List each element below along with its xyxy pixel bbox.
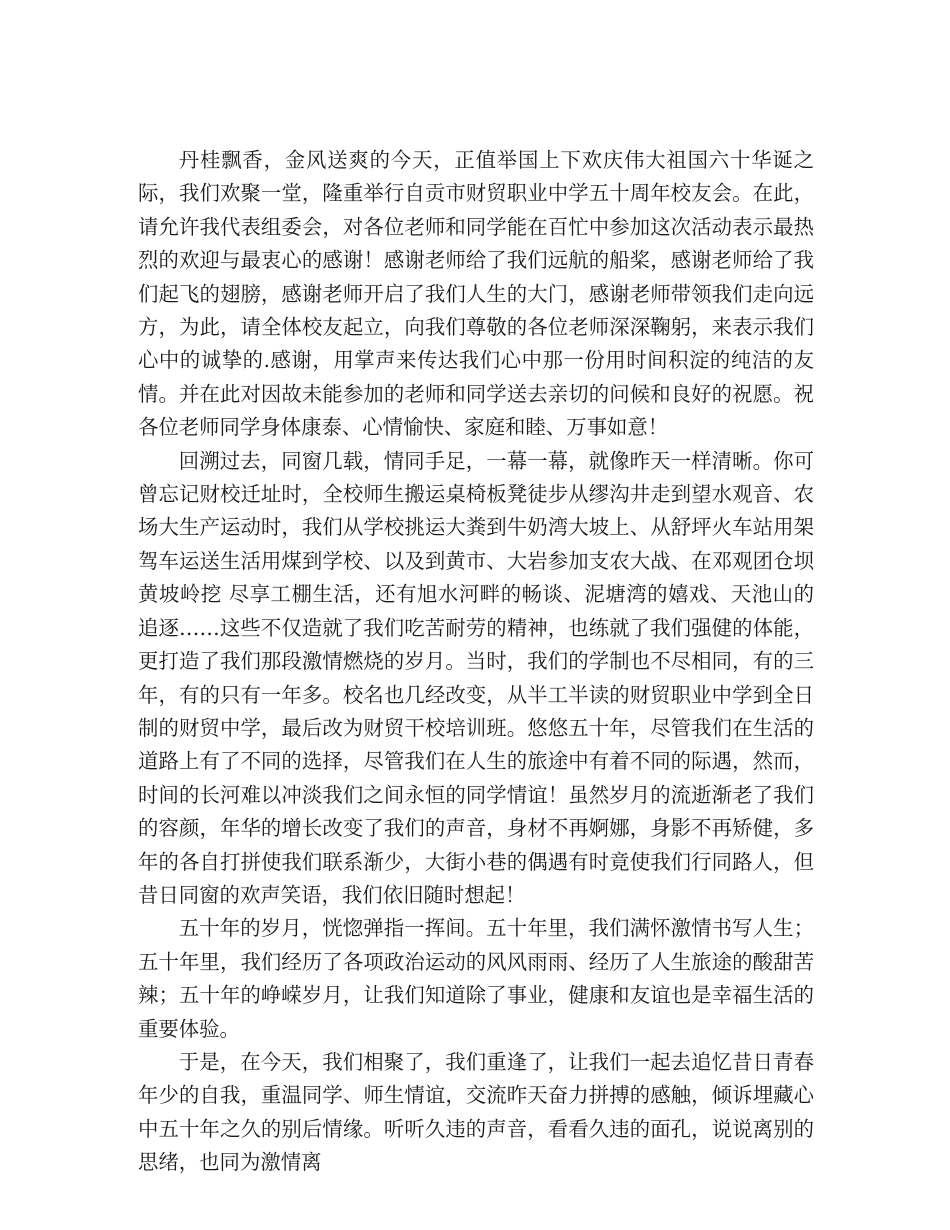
paragraph-reunion: 于是，在今天，我们相聚了，我们重逢了，让我们一起去追忆昔日青春年少的自我，重温同学、师生情谊，交流昨天奋力拼搏的感触，倾诉埋藏心中五十年之久的别后情缘。听听久违的声音，看看久违的面孔，说说离别的思绪，也同为激情离 — [138, 1049, 814, 1175]
paragraph-fifty-years: 五十年的岁月，恍惚弹指一挥间。五十年里，我们满怀激情书写人生；五十年里，我们经历了各项政治运动的风风雨雨、经历了人生旅途的酸甜苦辣；五十年的峥嵘岁月，让我们知道除了事业，健康和友谊也是幸福生活的重要体验。 — [138, 916, 814, 1041]
paragraph-memories: 回溯过去，同窗几载，情同手足，一幕一幕，就像昨天一样清晰。你可曾忘记财校迁址时，全校师生搬运桌椅板凳徒步从缪沟井走到望水观音、农场大生产运动时，我们从学校挑运大粪到牛奶湾大坡上、从舒坪火车站用架驾车运送生活用煤到学校、以及到黄市、大岩参加支农大战、在邓观团仓坝黄坡岭挖 尽享工棚生活，还有旭水河畔的畅谈、泥塘湾的嬉戏、天池山的追逐……这些不仅造就了我们吃苦耐劳的精神，也练就了我们强健的体能，更打造了我们那段激情燃烧的岁月。当时，我们的学制也不尽相同，有的三年，有的只有一年多。校名也几经改变，从半工半读的财贸职业中学到全日制的财贸中学，最后改为财贸干校培训班。悠悠五十年，尽管我们在生活的道路上有了不同的选择，尽管我们在人生的旅途中有着不同的际遇，然而，时间的长河难以冲淡我们之间永恒的同学情谊！虽然岁月的流逝渐老了我们的容颜，年华的增长改变了我们的声音，身材不再婀娜，身影不再矫健，多年的各自打拼使我们联系渐少，大街小巷的偶遇有时竟使我们行同路人，但昔日同窗的欢声笑语，我们依旧随时想起！ — [138, 448, 814, 907]
document-body — [138, 144, 814, 1180]
paragraph-welcome: 丹桂飘香，金风送爽的今天，正值举国上下欢庆伟大祖国六十华诞之际，我们欢聚一堂，隆重举行自贡市财贸职业中学五十周年校友会。在此，请允许我代表组委会，对各位老师和同学能在百忙中参加这次活动表示最热烈的欢迎与最衷心的感谢！感谢老师给了我们远航的船桨，感谢老师给了我们起飞的翅膀，感谢老师开启了我们人生的大门，感谢老师带领我们走向远方，为此，请全体校友起立，向我们尊敬的各位老师深深鞠躬，来表示我们心中的诚挚的.感谢，用掌声来传达我们心中那一份用时间积淀的纯洁的友情。并在此对因故未能参加的老师和同学送去亲切的问候和良好的祝愿。祝各位老师同学身体康泰、心情愉快、家庭和睦、万事如意！ — [138, 148, 814, 440]
